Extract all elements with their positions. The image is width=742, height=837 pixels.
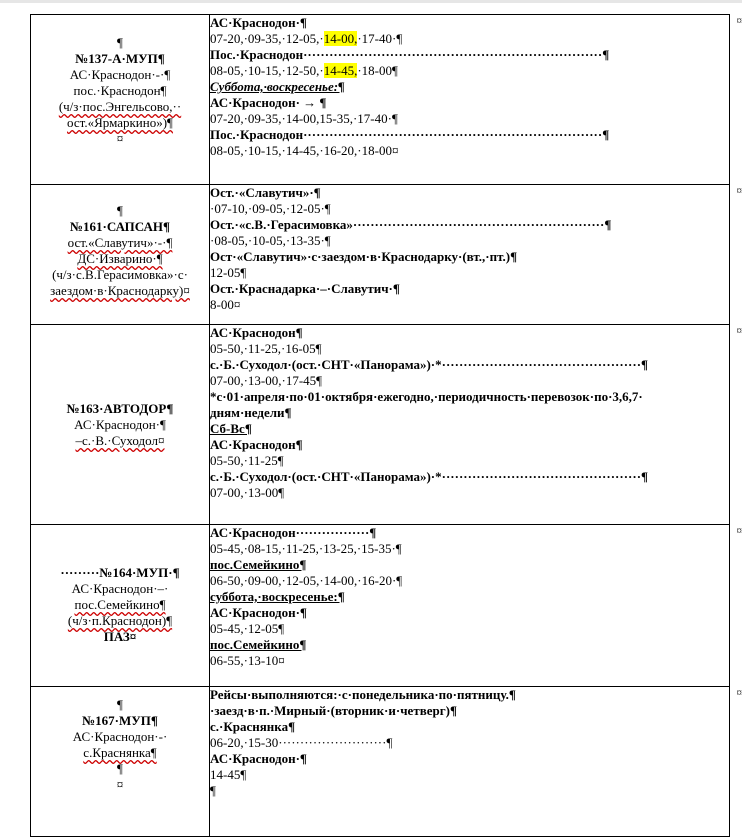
schedule-line-text: АС·Краснодон·················¶ [210, 525, 376, 540]
row-end-mark: ¤ [737, 15, 742, 27]
schedule-line [210, 525, 729, 541]
schedule-line-text: 08-05,·10-15,·12-50,· [210, 63, 324, 78]
schedule-line [210, 265, 729, 281]
schedule-line [210, 557, 729, 573]
schedule-cell [210, 687, 730, 837]
route-label-line: ост.«Ярмаркино»)¶ [31, 115, 209, 131]
route-label-line: (ч/з·п.Краснодон)¶ [31, 613, 209, 629]
schedule-table [30, 14, 730, 837]
schedule-line [210, 687, 729, 703]
schedule-line [210, 217, 729, 233]
schedule-line [210, 485, 729, 501]
schedule-line [210, 405, 729, 421]
route-label-line: №161·САПСАН¶ [31, 219, 209, 235]
schedule-line-text: АС·Краснодон·¶ [210, 605, 307, 620]
schedule-line-text: 05-45,·12-05¶ [210, 621, 284, 636]
route-label-line: АС·Краснодон·-· [31, 729, 209, 745]
schedule-line [210, 767, 729, 783]
schedule-line-text: 07-00,·13-00¶ [210, 485, 284, 500]
schedule-line [210, 79, 729, 95]
schedule-line-text: Рейсы·выполняются:·с·понедельника·по·пятницу.¶ [210, 687, 516, 702]
schedule-line [210, 421, 729, 437]
route-label-line: –с.·В.·Суходол¤ [31, 433, 209, 449]
route-label-line: пос.·Краснодон¶ [31, 83, 209, 99]
schedule-line-text: 07-20,·09-35,·12-05,· [210, 31, 324, 46]
route-label-line: ост.«Славутич»·-·¶ [31, 235, 209, 251]
schedule-line [210, 95, 729, 111]
route-label-line: ·········№164·МУП·¶ [31, 565, 209, 581]
schedule-line [210, 233, 729, 249]
schedule-line-text: Ост.·Краснадарка·–·Славутич·¶ [210, 281, 400, 296]
schedule-line-text: 06-20,·15-30·························¶ [210, 735, 392, 750]
route-name-cell [31, 15, 210, 185]
row-end-mark: ¤ [737, 525, 742, 537]
schedule-line [210, 751, 729, 767]
schedule-line [210, 31, 729, 47]
route-name-cell [31, 325, 210, 525]
schedule-line-text: ·08-05,·10-05,·13-35·¶ [210, 233, 331, 248]
route-row [31, 525, 730, 687]
route-label-line: ¶ [31, 203, 209, 219]
route-label-line: ¤ [31, 131, 209, 147]
schedule-line [210, 735, 729, 751]
route-row [31, 185, 730, 325]
schedule-line-text: Ост.·«с.В.·Герасимовка»··························································¶ [210, 217, 611, 232]
schedule-line-text: 8-00¤ [210, 297, 240, 312]
route-label-line: АС·Краснодон·–· [31, 581, 209, 597]
schedule-line-text: *с·01·апреля·по·01·октября·ежегодно,·периодичность·перевозок·по·3,6,7· [210, 389, 643, 404]
schedule-line-text: с.·Б.·Суходол·(ост.·СНТ·«Панорама»)·*··············································¶ [210, 357, 648, 372]
schedule-line-text: пос.Семейкино¶ [210, 637, 306, 652]
schedule-line-text: дням·недели¶ [210, 405, 292, 420]
route-name-cell [31, 185, 210, 325]
route-name-cell [31, 525, 210, 687]
schedule-line-tail: ·17-40·¶ [357, 31, 402, 46]
schedule-line [210, 201, 729, 217]
schedule-line-text: с.·Краснянка¶ [210, 719, 295, 734]
schedule-line-text: Пос.·Краснодон·····································································¶ [210, 47, 609, 62]
schedule-line [210, 249, 729, 265]
schedule-line [210, 185, 729, 201]
schedule-line-text: 06-55,·13-10¤ [210, 653, 285, 668]
schedule-line-text: Пос.·Краснодон·····································································¶ [210, 127, 609, 142]
schedule-line-text: Ост·«Славутич»·с·заездом·в·Краснодарку·(вт.,·пт.)¶ [210, 249, 517, 264]
highlighted-time: 14-45, [324, 63, 358, 78]
schedule-line [210, 325, 729, 341]
schedule-line [210, 605, 729, 621]
schedule-line [210, 637, 729, 653]
schedule-line [210, 541, 729, 557]
top-divider [0, 0, 742, 3]
schedule-cell [210, 15, 730, 185]
route-label-line: (ч/з·пос.Энгельсово,·· [31, 99, 209, 115]
schedule-cell [210, 185, 730, 325]
route-label-line: №137-А·МУП¶ [31, 51, 209, 67]
schedule-line [210, 389, 729, 405]
schedule-line [210, 63, 729, 79]
schedule-line-tail: ·18-00¶ [357, 63, 398, 78]
schedule-line [210, 143, 729, 159]
schedule-line [210, 127, 729, 143]
schedule-line-text: 07-00,·13-00,·17-45¶ [210, 373, 322, 388]
schedule-line [210, 469, 729, 485]
route-name-cell [31, 687, 210, 837]
schedule-line-text: ·заезд·в·п.·Мирный·(вторник·и·четверг)¶ [210, 703, 457, 718]
schedule-line [210, 373, 729, 389]
schedule-line [210, 703, 729, 719]
schedule-cell [210, 325, 730, 525]
schedule-line-text: с.·Б.·Суходол·(ост.·СНТ·«Панорама»)·*··············································¶ [210, 469, 648, 484]
route-row [31, 687, 730, 837]
route-label-line: АС·Краснодон·¶ [31, 417, 209, 433]
route-label-line: №163·АВТОДОР¶ [31, 401, 209, 417]
schedule-cell [210, 525, 730, 687]
schedule-line [210, 47, 729, 63]
schedule-line-text: 12-05¶ [210, 265, 246, 280]
route-label-line: ¶ [31, 697, 209, 713]
row-end-mark: ¤ [737, 687, 742, 699]
route-label-line: ДС·Изварино·¶ [31, 251, 209, 267]
schedule-line-text: 05-50,·11-25,·16-05¶ [210, 341, 322, 356]
schedule-line-text: 05-50,·11-25¶ [210, 453, 284, 468]
route-label-line: пос.Семейкино¶ [31, 597, 209, 613]
schedule-line [210, 111, 729, 127]
route-row [31, 15, 730, 185]
route-label-line: №167·МУП¶ [31, 713, 209, 729]
schedule-line-text: пос.Семейкино¶ [210, 557, 306, 572]
route-label-line: с.Краснянка¶ [31, 745, 209, 761]
schedule-line [210, 573, 729, 589]
schedule-line-text: 08-05,·10-15,·14-45,·16-20,·18-00¤ [210, 143, 398, 158]
schedule-line-text: АС·Краснодон·¶ [210, 15, 307, 30]
route-label-line: (ч/з·с.В.Герасимовка»·с· [31, 267, 209, 283]
route-label-line: заездом·в·Краснодарку)¤ [31, 283, 209, 299]
highlighted-time: 14-00, [324, 31, 358, 46]
schedule-line-text: 06-50,·09-00,·12-05,·14-00,·16-20·¶ [210, 573, 402, 588]
route-label-line: ¶ [31, 35, 209, 51]
schedule-line [210, 15, 729, 31]
schedule-line [210, 589, 729, 605]
schedule-line-text: Ост.·«Славутич»·¶ [210, 185, 321, 200]
schedule-line [210, 297, 729, 313]
schedule-line [210, 719, 729, 735]
route-label-line: АС·Краснодон·-·¶ [31, 67, 209, 83]
schedule-line [210, 653, 729, 669]
route-label-line: ПАЗ¤ [31, 629, 209, 645]
schedule-line-text: АС·Краснодон¶ [210, 325, 303, 340]
schedule-line [210, 281, 729, 297]
schedule-line-text: 05-45,·08-15,·11-25,·13-25,·15-35·¶ [210, 541, 402, 556]
schedule-line [210, 453, 729, 469]
route-label-line: ¶ [31, 761, 209, 777]
schedule-line [210, 621, 729, 637]
row-end-mark: ¤ [737, 185, 742, 197]
schedule-line-text: АС·Краснодон¶ [210, 437, 303, 452]
schedule-line-text: АС·Краснодон· → ¶ [210, 95, 326, 110]
row-end-mark: ¤ [737, 325, 742, 337]
schedule-line-text: Суббота,·воскресенье:¶ [210, 79, 345, 94]
schedule-line-text: 07-20,·09-35,·14-00,15-35,·17-40·¶ [210, 111, 398, 126]
schedule-line [210, 341, 729, 357]
schedule-line-text: суббота,·воскресенье:¶ [210, 589, 345, 604]
schedule-line [210, 437, 729, 453]
schedule-line [210, 357, 729, 373]
route-row [31, 325, 730, 525]
schedule-line [210, 783, 729, 799]
schedule-line-text: Сб-Вс¶ [210, 421, 252, 436]
schedule-line-text: 14-45¶ [210, 767, 246, 782]
schedule-line-text: ·07-10,·09-05,·12-05·¶ [210, 201, 331, 216]
schedule-line-text: ¶ [210, 783, 216, 798]
schedule-line-text: АС·Краснодон·¶ [210, 751, 307, 766]
route-label-line: ¤ [31, 777, 209, 793]
